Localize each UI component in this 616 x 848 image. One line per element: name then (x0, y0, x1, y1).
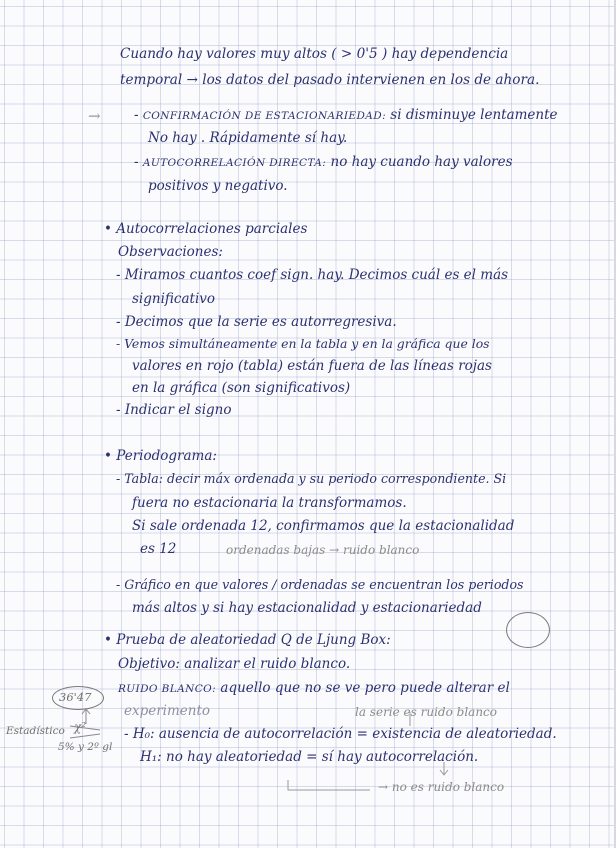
note-line-13: valores en rojo (tabla) están fuera de las líneas rojas (132, 358, 492, 374)
pencil-note-ordenadas: ordenadas bajas → ruido blanco (226, 543, 420, 557)
note-line-8: Observaciones: (118, 244, 223, 260)
note-line-2: temporal → los datos del pasado intervienen en los de ahora. (120, 72, 540, 88)
note-line-25: RUIDO BLANCO: aquello que no se ve pero puede alterar el (118, 680, 510, 696)
section-heading-autocorrelaciones: • Autocorrelaciones parciales (104, 221, 308, 237)
note-line-20a: es 12 (140, 541, 177, 557)
note-line-5: - AUTOCORRELACIÓN DIRECTA: no hay cuando hay valores (134, 154, 513, 170)
pencil-connector-line (288, 780, 370, 790)
note-line-6: positivos y negativo. (148, 178, 288, 194)
note-line-3: - CONFIRMACIÓN DE ESTACIONARIEDAD: si disminuye lentamente (134, 107, 558, 123)
note-line-11: - Decimos que la serie es autorregresiva. (116, 314, 397, 330)
note-line-21: - Gráfico en que valores / ordenadas se encuentran los periodos (116, 577, 524, 592)
estadistico-label: Estadístico (6, 725, 65, 737)
chi-squared-symbol: χ² (74, 720, 87, 734)
note-line-22: más altos y si hay estacionalidad y estacionariedad (132, 600, 482, 616)
note-line-24: Objetivo: analizar el ruido blanco. (118, 656, 351, 672)
section-heading-periodograma: • Periodograma: (104, 448, 217, 464)
note-line-14: en la gráfica (son significativos) (132, 380, 351, 396)
note-line-29: H₁: no hay aleatoriedad = sí hay autocorrelación. (140, 749, 479, 765)
note-line-15: - Indicar el signo (116, 402, 232, 418)
note-line-18: fuera no estacionaria la transformamos. (132, 495, 407, 511)
note-line-26: experimento (124, 703, 211, 719)
circled-number: 36'47 (59, 690, 92, 704)
note-line-19: Si sale ordenada 12, confirmamos que la estacionalidad (132, 518, 515, 534)
note-line-1: Cuando hay valores muy altos ( > 0'5 ) hay dependencia (120, 46, 509, 62)
note-line-9: - Miramos cuantos coef sign. hay. Decimos cuál es el más (116, 267, 509, 283)
note-line-4: No hay . Rápidamente sí hay. (148, 130, 348, 146)
significance-note: 5% y 2º gl (58, 741, 113, 753)
note-line-12: - Vemos simultáneamente en la tabla y en la gráfica que los (116, 336, 490, 351)
pencil-note-serie: la serie es ruido blanco (355, 705, 498, 719)
section-heading-ljung-box: • Prueba de aleatoriedad Q de Ljung Box: (104, 632, 391, 648)
pencil-note-no-ruido: → no es ruido blanco (378, 780, 505, 794)
note-line-10: significativo (132, 291, 216, 307)
margin-arrow-mark: → (88, 107, 101, 125)
pencil-down-arrow (440, 762, 448, 775)
note-line-17: - Tabla: decir máx ordenada y su periodo correspondiente. Si (116, 471, 507, 486)
note-line-28: - H₀: ausencia de autocorrelación = existencia de aleatoriedad. (124, 726, 557, 742)
